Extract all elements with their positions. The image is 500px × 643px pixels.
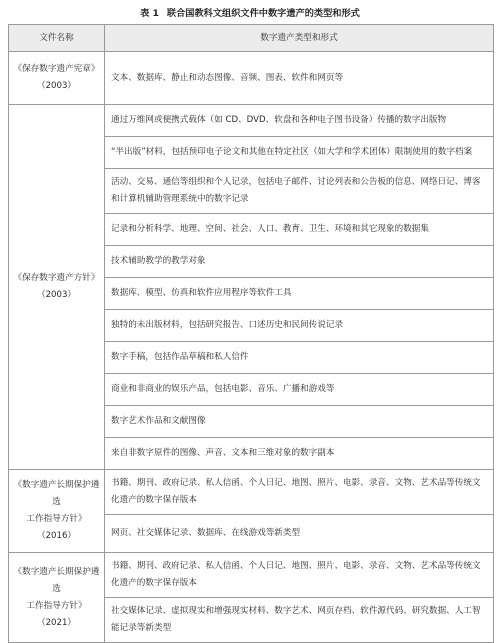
- document-name-suffix: （2003）: [36, 81, 77, 91]
- document-name: 《数字遗产长期保护遴选: [13, 566, 100, 594]
- heritage-type-cell: 数据库、模型、仿真和软件应用程序等软件工具: [105, 278, 494, 310]
- heritage-type-cell: 数字手稿，包括作品草稿和私人信件: [105, 342, 494, 374]
- heritage-type-cell: 独特的未出版材料，包括研究报告、口述历史和民间传说记录: [105, 310, 494, 342]
- heritage-type-cell: 网页、社交媒体记录、数据库、在线游戏等新类型: [105, 515, 494, 553]
- heritage-type-cell: 书籍、期刊、政府记录、私人信函、个人日记、地图、照片、电影、录音、文物、艺术品等传统文化遗产的数字保存版本: [105, 470, 494, 515]
- heritage-type-cell: 来自非数字原件的图像、声音、文本和三维对象的数字副本: [105, 438, 494, 470]
- table-row: [9, 52, 494, 105]
- document-name: 《保存数字遗产方针》: [13, 273, 100, 283]
- heritage-type-cell: 活动、交易、通信等组织和个人记录，包括电子邮件、讨论列表和公告板的信息、网络日记、博客和计算机辅助管理系统中的数字记录: [105, 169, 494, 214]
- heritage-type-cell: 社交媒体记录、虚拟现实和增强现实材料、数字艺术、网页存档、软件源代码、研究数据、人工智能记录等新类型: [105, 598, 494, 643]
- heritage-type-cell: 书籍、期刊、政府记录、私人信函、个人日记、地图、照片、电影、录音、文物、艺术品等传统文化遗产的数字保存版本: [105, 553, 494, 598]
- document-name-cell: [9, 553, 105, 643]
- document-name-cell: [9, 470, 105, 553]
- document-name-cell: [9, 52, 105, 105]
- document-name: 《保存数字遗产宪章》: [13, 64, 100, 74]
- document-name-suffix: 工作指导方针》（2016）: [26, 514, 87, 541]
- document-name-suffix: 工作指导方针》（2021）: [26, 600, 87, 628]
- heritage-type-cell: 数字艺术作品和文献图像: [105, 406, 494, 438]
- header-types-forms: 数字遗产类型和形式: [105, 25, 494, 52]
- heritage-type-cell: 通过万维网或便携式载体（如 CD、DVD、软盘和各种电子图书设备）传播的数字出版物: [105, 105, 494, 137]
- table-row: [9, 105, 494, 137]
- heritage-type-cell: 文本、数据库、静止和动态图像、音频、图表、软件和网页等: [105, 52, 494, 105]
- table-row: [9, 470, 494, 515]
- heritage-type-cell: 技术辅助教学的教学对象: [105, 246, 494, 278]
- table-title: 联合国教科文组织文件中数字遗产的类型和形式: [166, 8, 360, 19]
- document-name-suffix: （2003）: [36, 290, 77, 300]
- table-header-row: [9, 25, 494, 52]
- table-number: 表 1: [140, 8, 159, 19]
- heritage-type-cell: 记录和分析科学、地理、空间、社会、人口、教育、卫生、环境和其它现象的数据集: [105, 214, 494, 246]
- heritage-type-cell: 商业和非商业的娱乐产品，包括电影、音乐、广播和游戏等: [105, 374, 494, 406]
- heritage-type-cell: “半出版”材料，包括预印电子论文和其他在特定社区（如大学和学术团体）限制使用的数字档案: [105, 137, 494, 169]
- table-caption: [0, 5, 500, 19]
- header-document-name: 文件名称: [9, 25, 105, 52]
- table-row: [9, 553, 494, 598]
- digital-heritage-table: [8, 24, 494, 643]
- document-name: 《数字遗产长期保护遴选: [13, 480, 100, 507]
- table-body: [9, 52, 494, 643]
- document-name-cell: [9, 105, 105, 470]
